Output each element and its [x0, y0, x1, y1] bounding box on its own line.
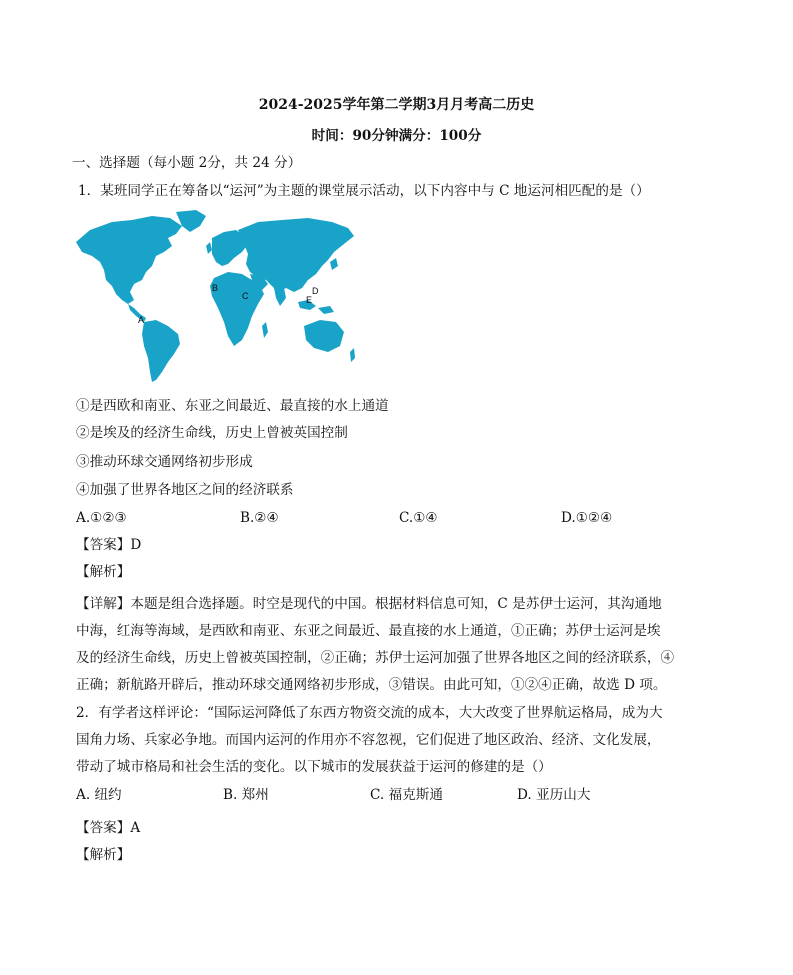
world-map-image [72, 208, 356, 384]
document-title: 2024-2025学年第二学期3月月考高二历史 [258, 97, 535, 113]
q1-detail-line: 及的经济生命线，历史上曾被英国控制，②正确；苏伊士运河加强了世界各地区之间的经济联系，④ [76, 650, 675, 666]
q2-answer: 【答案】A [76, 820, 141, 836]
q2-option-b: B. 郑州 [223, 787, 269, 803]
section-heading: 一、选择题（每小题 2分，共 24 分） [72, 155, 302, 171]
q1-option-d: D.①②④ [561, 510, 613, 526]
q1-analysis-label: 【解析】 [76, 564, 131, 580]
q2-stem-line: 2．有学者这样评论：“国际运河降低了东西方物资交流的成本，大大改变了世界航运格局，成为大 [76, 705, 663, 721]
q2-option-a: A. 纽约 [76, 787, 122, 803]
question-1-stem: 1．某班同学正在筹备以“运河”为主题的课堂展示活动，以下内容中与 C 地运河相匹配的是（） [78, 183, 650, 199]
q1-option-a: A.①②③ [76, 510, 127, 526]
q2-option-c: C. 福克斯通 [370, 787, 443, 803]
map-label-b: B [212, 283, 219, 293]
q1-answer: 【答案】D [76, 537, 142, 553]
q2-stem-line: 带动了城市格局和社会生活的变化。以下城市的发展获益于运河的修建的是（） [76, 759, 552, 775]
q2-option-d: D. 亚历山大 [517, 787, 591, 803]
map-label-c: C [242, 291, 249, 301]
map-label-d: D [312, 286, 319, 296]
map-label-e: E [306, 295, 313, 305]
statement-1: ①是西欧和南亚、东亚之间最近、最直接的水上通道 [76, 398, 389, 414]
q1-detail-line: 中海，红海等海域，是西欧和南亚、东亚之间最近、最直接的水上通道，①正确；苏伊士运河是埃 [76, 623, 661, 639]
statement-4: ④加强了世界各地区之间的经济联系 [76, 482, 294, 498]
q1-option-b: B.②④ [240, 510, 279, 526]
map-label-a: A [138, 315, 145, 325]
q1-detail-line: 正确；新航路开辟后，推动环球交通网络初步形成，③错误。由此可知，①②④正确，故选 D 项。 [76, 677, 667, 693]
statement-3: ③推动环球交通网络初步形成 [76, 454, 253, 470]
q2-analysis-label: 【解析】 [76, 847, 131, 863]
q1-option-c: C.①④ [399, 510, 438, 526]
statement-2: ②是埃及的经济生命线，历史上曾被英国控制 [76, 425, 348, 441]
document-subtitle: 时间：90分钟满分：100分 [311, 128, 482, 144]
q2-stem-line: 国角力场、兵家必争地。而国内运河的作用亦不容忽视，它们促进了地区政治、经济、文化发展， [76, 732, 661, 748]
q1-detail-line: 【详解】本题是组合选择题。时空是现代的中国。根据材料信息可知，C 是苏伊士运河，其沟通地 [76, 596, 662, 612]
